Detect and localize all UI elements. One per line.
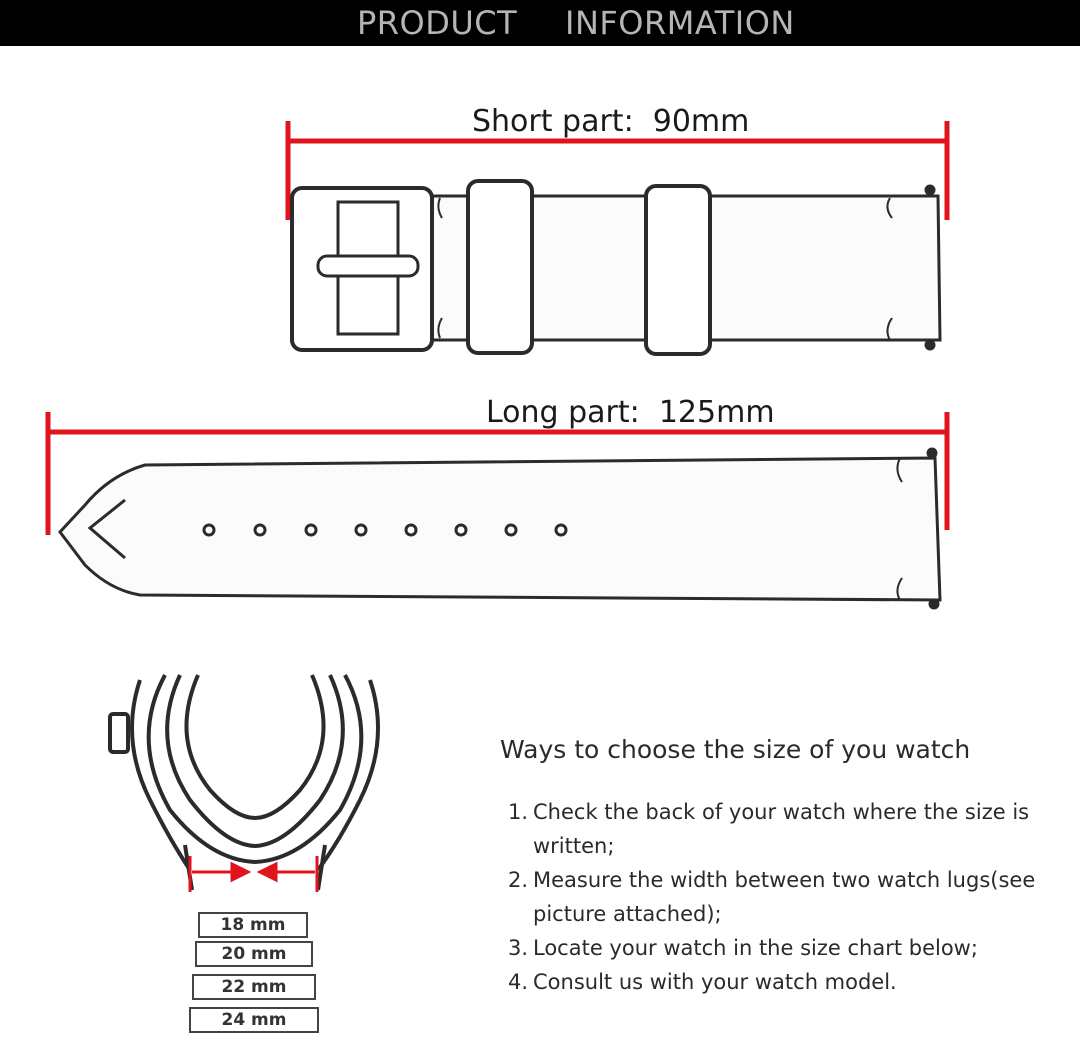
guide-steps [508,795,1068,999]
size-box-20mm: 20 mm [195,941,313,967]
strap-hole [356,525,366,535]
header-word-product: PRODUCT [357,4,518,42]
step-text: Measure the width between two watch lugs(see picture attached); [533,868,1036,926]
step-text: Check the back of your watch where the size is written; [533,800,1030,858]
short-part-label: Short part: 90mm [472,104,750,139]
long-part-label: Long part: 125mm [486,395,775,430]
size-box-22mm: 22 mm [192,974,316,1000]
strap-hole [255,525,265,535]
step-text: Consult us with your watch model. [533,970,897,994]
buckle [292,188,432,350]
size-box-18mm: 18 mm [198,912,308,938]
guide-step [508,795,1068,863]
guide-step [508,931,1068,965]
strap-hole [456,525,466,535]
step-number: 4. [508,970,529,994]
long-strap [60,449,940,608]
header-word-information: INFORMATION [565,4,795,42]
watch-case [110,675,378,890]
strap-hole [506,525,516,535]
strap-hole [406,525,416,535]
strap-hole [204,525,214,535]
step-number: 3. [508,936,529,960]
guide-step [508,863,1068,931]
guide-title: Ways to choose the size of you watch [500,735,971,764]
size-box-24mm: 24 mm [189,1007,319,1033]
guide-step [508,965,1068,999]
strap-hole [556,525,566,535]
step-number: 2. [508,868,529,892]
step-number: 1. [508,800,529,824]
step-text: Locate your watch in the size chart below; [533,936,978,960]
strap-hole [306,525,316,535]
